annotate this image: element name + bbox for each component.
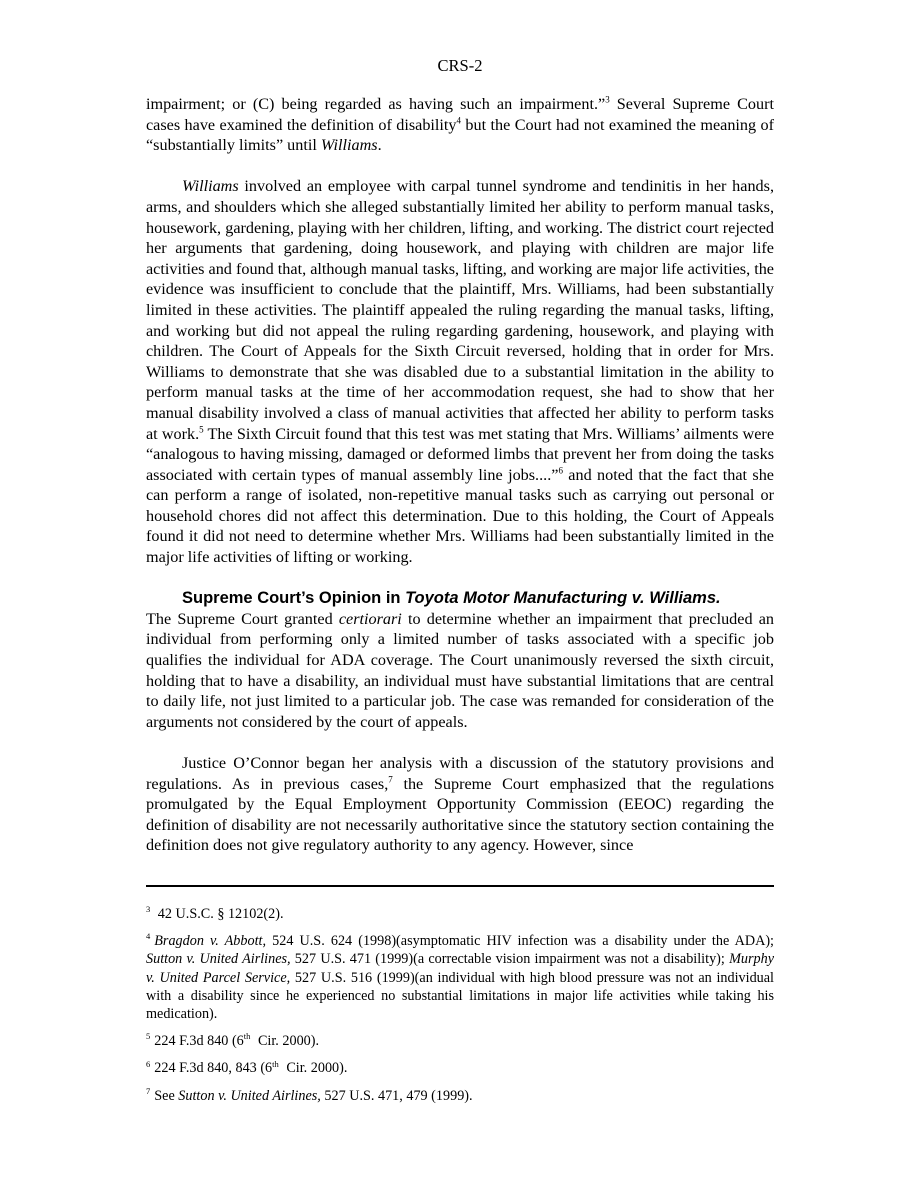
footnote-6 xyxy=(146,1059,774,1077)
paragraph-2 xyxy=(146,176,774,567)
text-run: The Supreme Court granted xyxy=(146,609,339,628)
footnote-text: See xyxy=(154,1087,179,1104)
footnote-ref: 6 xyxy=(558,465,563,476)
text-run: Justice O’Connor began her analysis with a discussion of the statutory provisions and regulations. As in previous cases, xyxy=(146,754,774,793)
body-text xyxy=(146,94,774,856)
footnote-5 xyxy=(146,1032,774,1050)
footnote-ref: 7 xyxy=(388,774,393,785)
footnote-text: 527 U.S. 516 (1999)(an individual with high blood pressure was not an individual with a disability since he experienced no substantial limitations in major life activities while taking his medication). xyxy=(146,969,774,1023)
footnote-ref: 4 xyxy=(456,115,462,126)
footnote-text: 224 F.3d 840, 843 (6 xyxy=(154,1060,273,1077)
footnote-text: 524 U.S. 624 (1998)(asymptomatic HIV infection was a disability under the ADA); xyxy=(266,933,774,950)
text-run: but the Court had not examined the meaning of “substantially limits” until xyxy=(146,115,774,155)
heading-case-name: Toyota Motor Manufacturing v. Williams. xyxy=(405,589,721,608)
footnote-text: Cir. 2000). xyxy=(282,1060,348,1077)
paragraph-4 xyxy=(146,753,774,856)
footnote-text: 42 U.S.C. § 12102(2). xyxy=(154,906,284,922)
case-name: Murphy v. United Parcel Service, xyxy=(146,951,774,986)
heading-text: Supreme Court’s Opinion in xyxy=(182,589,406,608)
text-run: the Supreme Court emphasized that the regulations promulgated by the Equal Employment Opportunity Commission (EEOC) regarding the definition of disability are not necessarily authoritative since the statutory section containing the definition does not give regulatory authority to any agency. However, since xyxy=(146,774,775,855)
text-run: involved an employee with carpal tunnel syndrome and tendinitis in her hands, arms, and shoulders which she alleged substantially limited her ability to perform manual tasks, housework, gardening, playing with her children, lifting, and working. The district court rejected her arguments that gardening, doing housework, and playing with children are major life activities and found that, although manual tasks, lifting, and working are major life activities, the evidence was insufficient to conclude that the plaintiff, Mrs. Williams, had been substantially limited in these activities. The plaintiff appealed the ruling regarding the manual tasks, lifting, and working but did not appeal the ruling regarding gardening, housework, and playing with children. The Court of Appeals for the Sixth Circuit reversed, holding that in order for Mrs. Williams to demonstrate that she was disabled due to a substantial limitation in the ability to perform manual tasks at the time of her accommodation request, she had to show that her manual disability involved a class of manual activities that affected her ability to perform tasks at work. xyxy=(146,177,774,443)
footnote-text: 527 U.S. 471, 479 (1999). xyxy=(320,1087,473,1104)
paragraph-1 xyxy=(146,94,774,156)
case-name: Williams xyxy=(320,136,378,155)
footnote-number: 6 xyxy=(146,1058,151,1069)
footnote-text: 527 U.S. 471 (1999)(a correctable vision impairment was not a disability); xyxy=(290,951,730,968)
footnote-3 xyxy=(146,905,774,923)
footnote-number: 4 xyxy=(146,931,151,942)
footnote-ref: 5 xyxy=(199,424,204,435)
footnote-ref: 3 xyxy=(605,94,610,105)
footnote-text: Cir. 2000). xyxy=(254,1033,320,1050)
footnote-text: 224 F.3d 840 (6 xyxy=(154,1033,244,1050)
text-run: Several Supreme Court cases have examined the definition of disability xyxy=(146,95,774,134)
latin-term: certiorari xyxy=(338,609,402,628)
section-heading xyxy=(182,589,721,607)
footnote-number: 7 xyxy=(146,1085,151,1096)
footnotes xyxy=(146,905,774,1114)
ordinal-suffix: th xyxy=(243,1031,251,1042)
footnote-number: 5 xyxy=(146,1031,151,1042)
footnote-7 xyxy=(146,1087,774,1105)
case-name: Bragdon v. Abbott, xyxy=(154,933,267,950)
text-run: and noted that the fact that she can perform a range of isolated, non-repetitive manual tasks such as carrying out personal or household chores did not affect this determination. Due to this holding, the Court of Appeals found it did not need to determine whether Mrs. Williams had been substantially limited in the major life activities of lifting or working. xyxy=(146,465,774,567)
text-run: impairment; or (C) being regarded as having such an impairment.” xyxy=(146,95,606,113)
ordinal-suffix: th xyxy=(272,1058,279,1069)
text-run: The Sixth Circuit found that this test was met stating that Mrs. Williams’ ailments were “analogous to having missing, damaged or deformed limbs that prevent her from doing the tasks associated with certain types of manual assembly line jobs....” xyxy=(146,424,775,484)
footnote-4 xyxy=(146,932,774,1023)
footnote-number: 3 xyxy=(146,904,151,915)
case-name: Sutton v. United Airlines, xyxy=(146,951,291,968)
case-name: Williams xyxy=(182,177,239,196)
page-header: CRS-2 xyxy=(437,56,483,75)
text-run: to determine whether an impairment that precluded an individual from performing only a limited number of tasks associated with a specific job qualifies the individual for ADA coverage. The Court unanimously reversed the sixth circuit, holding that to have a disability, an individual must have substantial limitations that are central to daily life, not just limited to a particular job. The case was remanded for consideration of the arguments not considered by the court of appeals. xyxy=(146,609,774,731)
text-run: . xyxy=(377,136,382,155)
paragraph-3 xyxy=(146,588,774,732)
footnote-divider xyxy=(146,885,774,887)
case-name: Sutton v. United Airlines, xyxy=(178,1087,321,1104)
